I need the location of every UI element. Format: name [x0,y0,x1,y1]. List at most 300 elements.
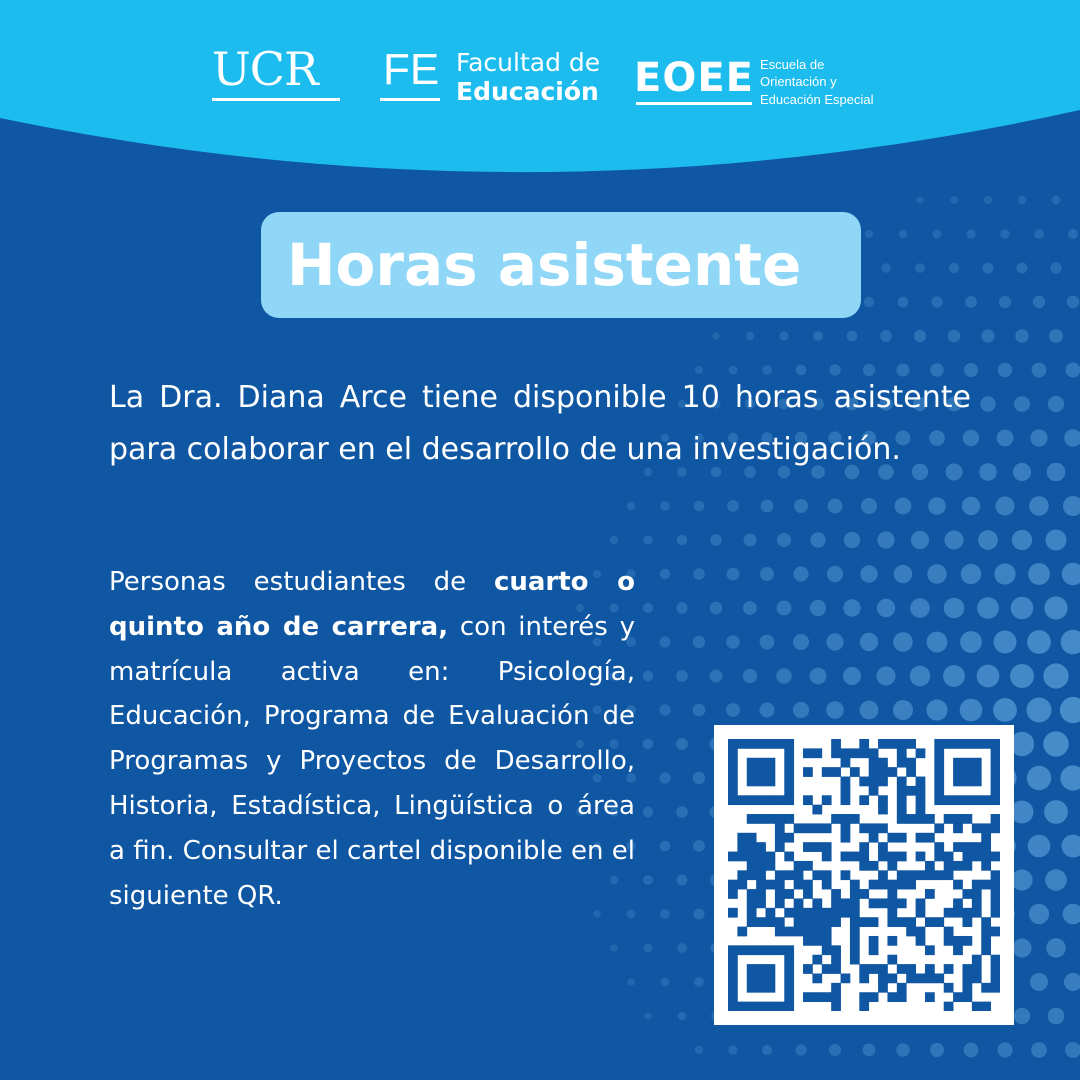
qr-module [934,758,944,768]
qr-module [812,898,822,908]
decor-dot [980,396,995,411]
decor-dot [826,633,843,650]
decor-dot [744,534,757,547]
qr-module [784,758,794,768]
decor-dot [793,634,809,650]
qr-module [756,861,766,871]
qr-module [962,983,972,993]
decor-dot [1018,196,1027,205]
decor-dot [728,1045,737,1054]
decor-dot [1066,363,1080,378]
qr-module [784,739,794,749]
qr-module [972,1002,982,1011]
qr-module [756,1002,766,1011]
qr-module [972,964,982,974]
decor-dot [1013,463,1031,481]
page-title: Horas asistente [287,231,802,299]
qr-module [972,795,982,805]
qr-module [953,898,963,908]
decor-dot [743,669,757,683]
decor-dot [710,534,722,546]
qr-module [953,908,963,918]
qr-module [869,823,879,833]
qr-module [934,973,944,983]
qr-module [784,814,794,824]
qr-module [756,739,766,749]
qr-module [981,795,991,805]
qr-module [953,767,963,777]
qr-module [897,898,907,908]
qr-module [981,823,991,833]
qr-module [756,880,766,890]
qr-module [737,927,747,937]
qr-module [756,814,766,824]
decor-dot [944,598,965,619]
ucr-logo-underline [212,98,340,101]
qr-module [766,861,776,871]
qr-module [766,964,776,974]
qr-module [756,983,766,993]
qr-module [944,1002,954,1011]
decor-dot [930,1043,944,1057]
decor-dot [994,631,1017,654]
decor-dot [998,363,1012,377]
qr-module [887,833,897,843]
decor-dot [895,498,912,515]
qr-module [859,748,869,758]
decor-dot [760,635,775,650]
qr-module [756,898,766,908]
qr-module [812,927,822,937]
decor-dot [643,535,652,544]
qr-module [822,992,832,1002]
decor-dot [1046,938,1065,957]
decor-dot [1033,296,1045,308]
qr-module [775,917,785,927]
decor-dot [1017,263,1028,274]
qr-module [737,880,747,890]
qr-module [878,739,888,749]
qr-module [934,870,944,880]
decor-dot [1064,973,1080,991]
decor-dot [1014,1008,1031,1025]
decor-dot [1012,530,1032,550]
qr-module [916,833,926,843]
decor-dot [996,497,1015,516]
decor-dot [977,597,999,619]
qr-module [944,870,954,880]
qr-module [766,739,776,749]
qr-module [925,889,935,899]
qr-module [981,852,991,862]
qr-module [962,973,972,983]
qr-module [822,823,832,833]
decor-dot [984,196,992,204]
qr-module [784,833,794,843]
qr-module [728,852,738,862]
qr-module [803,908,813,918]
qr-module [981,917,991,927]
qr-module [953,758,963,768]
decor-dot [643,671,654,682]
qr-module [916,973,926,983]
qr-module [944,908,954,918]
decor-dot [1032,363,1047,378]
decor-dot [726,635,740,649]
qr-code[interactable] [714,725,1014,1025]
decor-dot [1030,973,1048,991]
qr-module [991,983,1000,993]
qr-module [878,973,888,983]
qr-module [831,908,841,918]
qr-module [747,1002,757,1011]
qr-module [991,786,1000,796]
qr-module [887,917,897,927]
decor-dot [1052,196,1061,205]
qr-module [812,936,822,946]
qr-module [728,739,738,749]
decor-dot [829,1044,841,1056]
decor-dot [712,332,720,340]
decor-dot [660,569,670,579]
decor-dot [793,566,808,581]
qr-module [747,814,757,824]
qr-module [981,833,991,843]
qr-module [812,842,822,852]
decor-dot [1065,1042,1080,1058]
decor-dot [896,1043,910,1057]
qr-module [831,955,841,965]
qr-module [775,842,785,852]
decor-dot [1030,429,1047,446]
decor-dot [676,670,688,682]
qr-module [962,767,972,777]
decor-dot [861,498,877,514]
qr-module [784,964,794,974]
qr-module [784,1002,794,1011]
qr-module [925,870,935,880]
qr-module [841,748,851,758]
qr-module [991,748,1000,758]
qr-module [784,983,794,993]
qr-module [897,964,907,974]
qr-module [916,795,926,805]
qr-module [916,908,926,918]
qr-module [775,739,785,749]
decor-dot [810,532,825,547]
qr-module [822,917,832,927]
qr-module [897,777,907,787]
qr-module [981,880,991,890]
qr-module [747,983,757,993]
qr-module [869,786,879,796]
decor-dot [1060,697,1080,723]
decor-dot [1027,766,1051,790]
qr-module [859,795,869,805]
decor-dot [899,230,907,238]
qr-module [925,833,935,843]
qr-module [784,767,794,777]
decor-dot [966,229,975,238]
qr-module [784,777,794,787]
qr-module [869,964,879,974]
qr-module [794,880,804,890]
qr-module [878,758,888,768]
decor-dot [1034,229,1044,239]
decor-dot [964,1043,979,1058]
qr-module [784,992,794,1002]
decor-dot [1010,664,1034,688]
qr-module [831,992,841,1002]
qr-module [887,992,897,1002]
decor-dot [1047,463,1066,482]
decor-dot [660,637,671,648]
decor-dot [860,565,877,582]
qr-module [803,964,813,974]
qr-module [831,767,841,777]
decor-dot [813,331,823,341]
qr-module [953,823,963,833]
decor-dot [1027,698,1052,723]
qr-module [812,870,822,880]
qr-module [962,777,972,787]
qr-module [906,767,916,777]
qr-module [887,973,897,983]
qr-module [803,927,813,937]
qr-module [850,748,860,758]
qr-module [944,814,954,824]
decor-dot [994,563,1015,584]
qr-module [859,889,869,899]
decor-dot [948,330,961,343]
qr-module [859,1002,869,1011]
qr-module [869,917,879,927]
decor-dot [644,1012,652,1020]
qr-module [794,898,804,908]
decor-dot [710,670,723,683]
decor-dot [1067,296,1080,309]
qr-module [916,927,926,937]
qr-module [859,777,869,787]
qr-module [728,777,738,787]
qr-module [784,786,794,796]
qr-module [812,908,822,918]
fe-logo: FE [383,45,440,94]
decor-dot [777,601,792,616]
decor-dot [933,230,942,239]
decor-dot [677,943,687,953]
qr-module [766,777,776,787]
qr-module [878,777,888,787]
qr-module [803,823,813,833]
qr-module [925,917,935,927]
qr-module [981,945,991,955]
decor-dot [746,332,754,340]
qr-module [887,955,897,965]
qr-module [775,945,785,955]
qr-module [925,861,935,871]
qr-module [953,814,963,824]
decor-dot [893,632,913,652]
qr-module [991,908,1000,918]
qr-module [756,852,766,862]
qr-module [916,814,926,824]
qr-module [803,917,813,927]
qr-module [822,908,832,918]
qr-module [962,814,972,824]
qr-module [906,814,916,824]
decor-dot [877,599,895,617]
qr-module [784,973,794,983]
qr-module [841,898,851,908]
decor-dot [928,497,946,515]
qr-module [925,992,935,1002]
qr-module [766,767,776,777]
qr-module [766,945,776,955]
decor-dot [983,263,994,274]
decor-dot [743,601,757,615]
qr-module [794,870,804,880]
qr-module [972,823,982,833]
qr-module [962,936,972,946]
decor-dot [826,701,844,719]
qr-module [878,823,888,833]
qr-module [878,767,888,777]
educacion-label: Educación [456,77,599,106]
qr-module [822,842,832,852]
qr-module [887,861,897,871]
decor-dot [997,1042,1012,1057]
decor-dot [1029,904,1049,924]
qr-module [991,823,1000,833]
title-badge [261,212,861,318]
qr-module [784,889,794,899]
qr-module [728,795,738,805]
qr-module [934,795,944,805]
qr-module [822,936,832,946]
qr-module [944,927,954,937]
qr-module [887,908,897,918]
qr-module [737,833,747,843]
decor-dot [981,329,994,342]
decor-dot [643,807,653,817]
decor-dot [910,666,930,686]
decor-dot [914,330,926,342]
qr-module [972,758,982,768]
qr-module [803,992,813,1002]
decor-dot [727,500,739,512]
decor-dot [960,699,983,722]
qr-module [841,852,851,862]
qr-module [728,964,738,974]
qr-code-icon [728,739,1000,1011]
decor-dot [659,772,670,783]
qr-module [944,739,954,749]
qr-module [775,870,785,880]
decor-dot [860,701,879,720]
qr-module [925,964,935,974]
qr-module [737,739,747,749]
qr-module [916,936,926,946]
decor-dot [978,530,998,550]
qr-module [747,898,757,908]
qr-module [850,898,860,908]
qr-module [775,833,785,843]
qr-module [812,955,822,965]
decor-dot [979,463,997,481]
decor-dot [726,703,740,717]
qr-module [737,870,747,880]
qr-module [869,945,879,955]
qr-module [756,795,766,805]
qr-module [784,955,794,965]
decor-dot [693,636,705,648]
qr-module [962,842,972,852]
qr-module [972,889,982,899]
qr-module [766,880,776,890]
decor-dot [1028,835,1051,858]
decor-dot [926,699,947,720]
qr-module [747,833,757,843]
qr-module [850,908,860,918]
qr-module [916,786,926,796]
qr-module [981,739,991,749]
qr-module [728,908,738,918]
qr-module [850,852,860,862]
decor-dot [950,196,958,204]
qr-module [869,880,879,890]
qr-module [737,842,747,852]
decor-dot [1060,765,1080,790]
decor-dot [977,665,1000,688]
qr-module [953,880,963,890]
decor-dot [843,599,860,616]
decor-dot [828,499,843,514]
decor-dot [693,840,705,852]
decor-dot [694,977,704,987]
decor-dot [865,230,873,238]
qr-module [812,917,822,927]
decor-dot [827,566,843,582]
decor-dot [661,978,670,987]
qr-module [991,870,1000,880]
qr-module [822,852,832,862]
qr-module [775,898,785,908]
qr-module [916,898,926,908]
qr-module [991,898,1000,908]
qr-module [831,964,841,974]
qr-module [972,842,982,852]
decor-dot [894,565,912,583]
decor-dot [710,602,723,615]
qr-module [906,880,916,890]
qr-module [775,814,785,824]
qr-module [897,917,907,927]
decor-dot [694,501,705,512]
qr-module [897,786,907,796]
intro-paragraph: La Dra. Diana Arce tiene disponible 10 horas asistente para colaborar en el desarrollo de una investigación. [109,380,971,467]
qr-module [747,889,757,899]
decor-dot [877,531,894,548]
qr-module [766,1002,776,1011]
qr-module [841,814,851,824]
qr-module [878,795,888,805]
qr-module [859,861,869,871]
decor-dot [1011,869,1032,890]
qr-module [850,814,860,824]
qr-module [869,898,879,908]
decor-dot [1043,731,1068,756]
